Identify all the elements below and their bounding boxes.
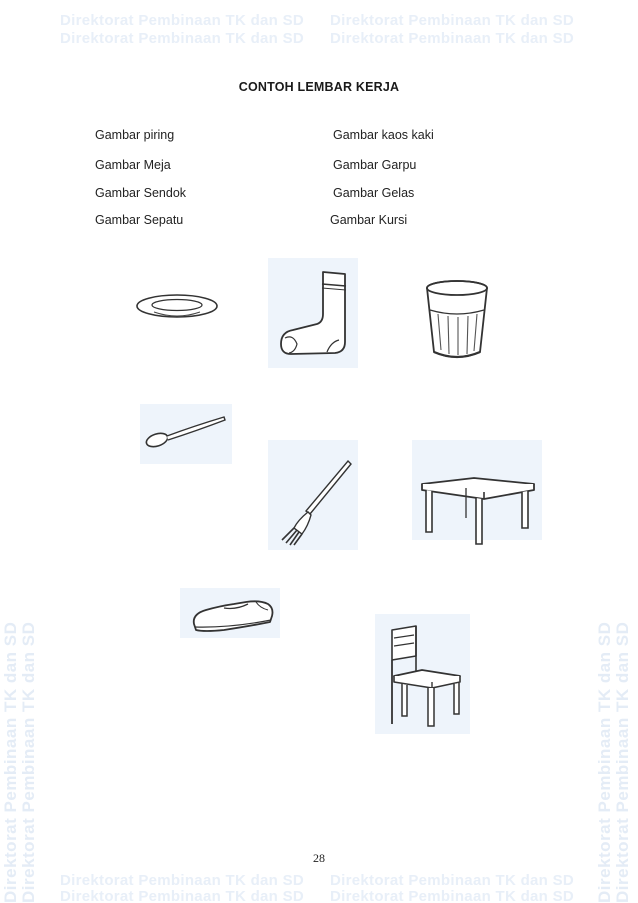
watermark-right-band-2: Direktorat Pembinaan TK dan SD <box>595 621 614 903</box>
watermark-top-line-2: Direktorat Pembinaan TK dan SD <box>330 12 575 29</box>
watermark-top-line-3: Direktorat Pembinaan TK dan SD <box>60 30 305 47</box>
label-meja: Gambar Meja <box>95 158 171 172</box>
glass-picture <box>424 276 490 362</box>
label-kursi: Gambar Kursi <box>330 213 408 227</box>
watermark-left-band: Direktorat Pembinaan TK dan SD <box>1 621 20 903</box>
label-gelas: Gambar Gelas <box>333 186 415 200</box>
plate-picture <box>132 290 222 324</box>
watermark-right-band: Direktorat Pembinaan TK dan SD <box>613 621 632 903</box>
table-picture <box>418 458 538 548</box>
fork-picture <box>278 458 354 546</box>
watermark-top-line: Direktorat Pembinaan TK dan SD <box>60 12 305 29</box>
spoon-picture <box>144 412 228 452</box>
watermark-bottom-line-4: Direktorat Pembinaan TK dan SD <box>330 888 575 903</box>
watermark-bottom-line-2: Direktorat Pembinaan TK dan SD <box>330 872 575 889</box>
label-piring: Gambar piring <box>95 128 175 142</box>
page-title: CONTOH LEMBAR KERJA <box>238 80 400 94</box>
watermark-bottom-line-3: Direktorat Pembinaan TK dan SD <box>60 888 305 903</box>
watermark-bottom-line: Direktorat Pembinaan TK dan SD <box>60 872 305 889</box>
watermark-top-line-4: Direktorat Pembinaan TK dan SD <box>330 30 575 47</box>
label-kaos-kaki: Gambar kaos kaki <box>333 128 434 142</box>
page-number: 28 <box>313 851 325 865</box>
label-sendok: Gambar Sendok <box>95 186 187 200</box>
sock-picture <box>275 268 355 360</box>
label-sepatu: Gambar Sepatu <box>95 213 184 227</box>
watermark-left-band-2: Direktorat Pembinaan TK dan SD <box>19 621 38 903</box>
shoe-picture <box>190 598 276 634</box>
chair-picture <box>388 624 468 730</box>
label-garpu: Gambar Garpu <box>333 158 417 172</box>
